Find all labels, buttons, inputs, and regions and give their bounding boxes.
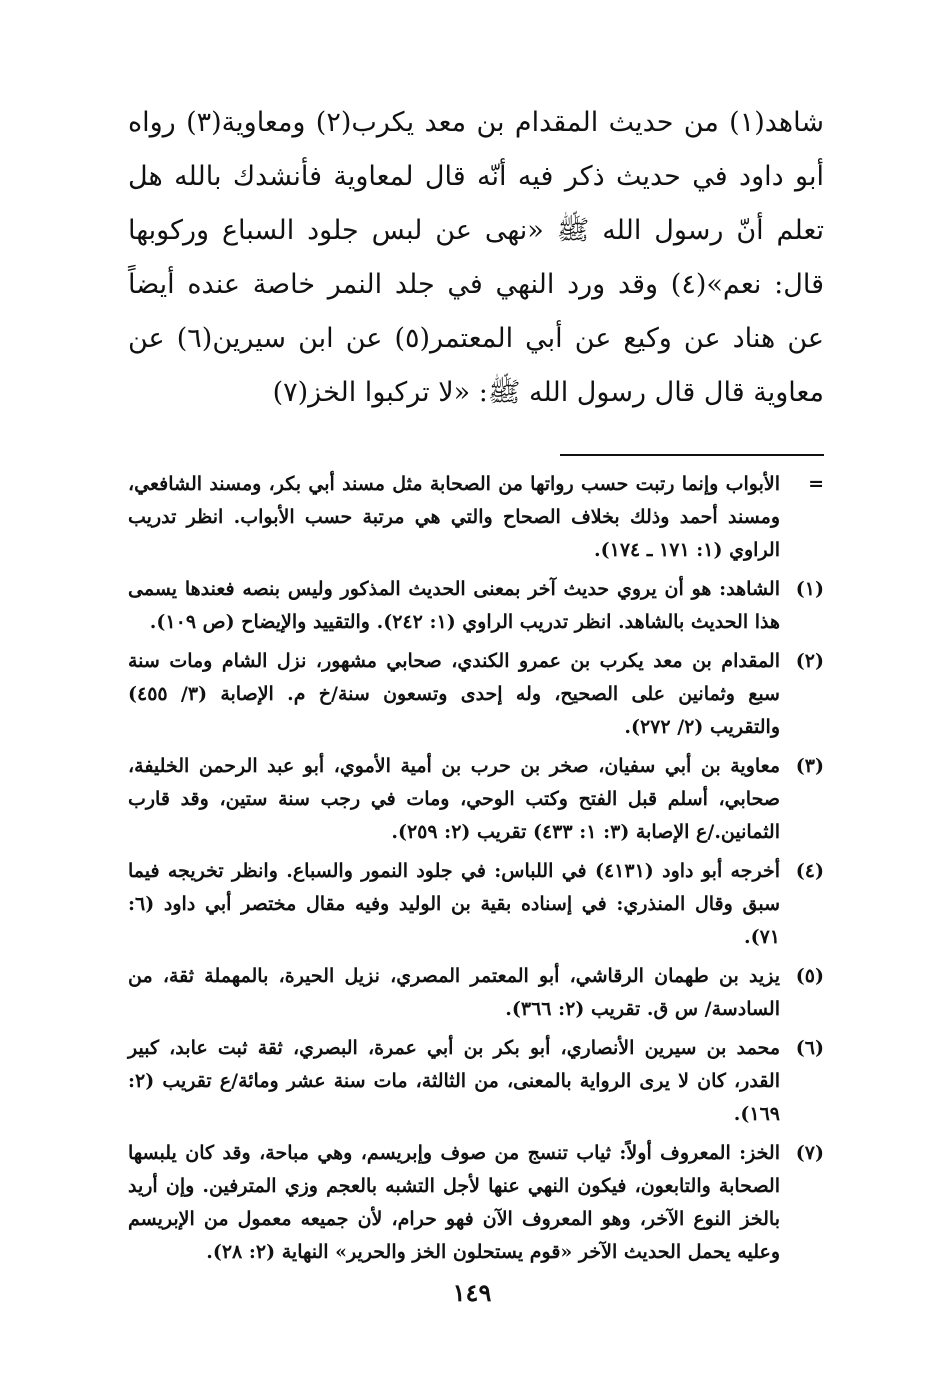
footnote-mark: (٥) [795, 965, 824, 987]
footnotes-section [128, 468, 824, 1269]
footnote-continuation [128, 468, 824, 567]
footnote-text: أخرجه أبو داود (٤١٣١) في اللباس: في جلود النمور والسباع. وانظر تخريجه فيما سبق وقال المنذري: في إسناده بقية بن الوليد وفيه مقال مختصر أبي داود (٦: ٧١). [128, 860, 780, 948]
footnote-text: الشاهد: هو أن يروي حديث آخر بمعنى الحديث المذكور وليس بنصه فعندها يسمى هذا الحديث بالشاهد. انظر تدريب الراوي (١: ٢٤٢). والتقييد والإيضاح (ص ١٠٩). [128, 578, 780, 633]
footnote-text: معاوية بن أبي سفيان، صخر بن حرب بن أمية الأموي، أبو عبد الرحمن الخليفة، صحابي، أسلم قبل الفتح وكتب الوحي، ومات في رجب سنة ستين، وقد قارب الثمانين./ع الإصابة (٣: ١: ٤٣٣) تقريب (٢: ٢٥٩). [128, 755, 780, 843]
footnote-mark: (٤) [795, 860, 824, 882]
footnote-5 [128, 960, 824, 1026]
main-paragraph: شاهد(١) من حديث المقدام بن معد يكرب(٢) ومعاوية(٣) رواه أبو داود في حديث ذكر فيه أنّه قال لمعاوية فأنشدك بالله هل تعلم أنّ رسول الله ﷺ «نهى عن لبس جلود السباع وركوبها قال: نعم»(٤) وقد ورد النهي في جلد النمر خاصة عنده أيضاً عن هناد عن وكيع عن أبي المعتمر(٥) عن ابن سيرين(٦) عن معاوية قال قال رسول الله ﷺ: «لا تركبوا الخز(٧) [128, 107, 825, 408]
footnote-mark: = [808, 473, 824, 495]
footnote-7 [128, 1137, 824, 1269]
footnote-text: المقدام بن معد يكرب بن عمرو الكندي، صحابي مشهور، نزل الشام ومات سنة سبع وثمانين على الصحيح، وله إحدى وتسعون سنة/خ م. الإصابة (٣/ ٤٥٥) والتقريب (٢/ ٢٧٢). [128, 650, 780, 738]
main-text-block [128, 96, 824, 420]
footnote-text: محمد بن سيرين الأنصاري، أبو بكر بن أبي عمرة، البصري، ثقة ثبت عابد، كبير القدر، كان لا يرى الرواية بالمعنى، من الثالثة، مات سنة عشر ومائة/ع تقريب (٢: ١٦٩). [128, 1037, 780, 1125]
footnote-text: يزيد بن طهمان الرقاشي، أبو المعتمر المصري، نزيل الحيرة، بالمهملة ثقة، من السادسة/ س ق. تقريب (٢: ٣٦٦). [128, 965, 780, 1020]
page-number: ١٤٩ [452, 1278, 492, 1307]
footnote-4 [128, 855, 824, 954]
footnote-text: الخز: المعروف أولاً: ثياب تنسج من صوف وإبريسم، وهي مباحة، وقد كان يلبسها الصحابة والتابعون، فيكون النهي عنها لأجل التشبه بالعجم وزي المترفين. وإن أريد بالخز النوع الآخر، وهو المعروف الآن فهو حرام، لأن جميعه معمول من الإبريسم وعليه يحمل الحديث الآخر «قوم يستحلون الخز والحرير» النهاية (٢: ٢٨). [128, 1142, 780, 1263]
footnote-text: الأبواب وإنما رتبت حسب رواتها من الصحابة مثل مسند أبي بكر، ومسند الشافعي، ومسند أحمد وذلك بخلاف الصحاح والتي هي مرتبة حسب الأبواب. انظر تدريب الراوي (١: ١٧١ ـ ١٧٤). [128, 473, 780, 561]
footnote-mark: (٦) [795, 1037, 824, 1059]
footnote-2 [128, 645, 824, 744]
footnote-mark: (٧) [795, 1142, 824, 1164]
footnote-mark: (٣) [795, 755, 824, 777]
footnote-6 [128, 1032, 824, 1131]
footnote-separator [560, 454, 824, 456]
footnote-mark: (١) [795, 578, 824, 600]
footnote-1 [128, 573, 824, 639]
footnote-3 [128, 750, 824, 849]
footnote-mark: (٢) [795, 650, 824, 672]
